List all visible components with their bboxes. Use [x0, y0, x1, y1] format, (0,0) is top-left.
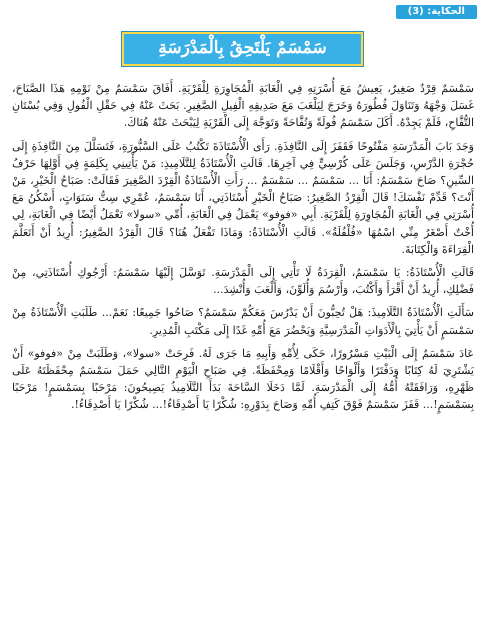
story-text [12, 80, 474, 420]
story-paragraph: عَادَ سَمْسَمٌ إِلَى الْبَيْتِ مَسْرُورًا، حَكَى لِأُمِّهِ وَأَبِيهِ مَا جَرَى لَهُ. فَرِحَتْ «سولا»، وَطَلَبَتْ مِنْ «فوفو» أَنْ يَشْتَرِيَ لَهُ كِتَابًا وَدَفْتَرًا وَأَلْوَاحًا وَأَقْلَامًا وَمِحْفَظَةً. فِي صَبَاحِ الْيَوْمِ التَّالِي حَمَلَ سَمْسَمٌ مِحْفَظَتَهُ عَلَى ظَهْرِهِ، وَرَافَقَتْهُ أُمُّهُ إِلَى الْمَدْرَسَةِ. لَمَّا دَخَلَا السَّاحَةَ بَدَأَ التَّلَامِيذُ يَصِيحُونَ: مَرْحَبًا بِسَمْسَمٍ! مَرْحَبًا بِسَمْسَمٍ!... قَفَزَ سَمْسَمٌ فَوْقَ كَتِفِ أُمِّهِ وَصَاحَ بِدَوْرِهِ: شُكْرًا يَا أَصْدِقَاءُ!... شُكْرًا يَا أَصْدِقَاءُ!. [12, 346, 474, 412]
story-paragraph: قَالَتِ الْأُسْتَاذَةُ: يَا سَمْسَمُ، الْقِرَدَةُ لَا تَأْتِي إِلَى الْمَدْرَسَةِ. تَوَسَّلَ إِلَيْهَا سَمْسَمٌ: أَرْجُوكِ أُسْتَاذَتِي، مِنْ فَضْلِكِ، أُرِيدُ أَنْ أَقْرَأَ وَأَكْتُبَ، وَأَرْسُمَ وَأُلَوِّنَ، وَأَلْعَبَ وَأُنْشِدَ... [12, 266, 474, 297]
story-paragraph: سَأَلَتِ الْأُسْتَاذَةُ التَّلَامِيذَ: هَلْ تُحِبُّونَ أَنْ يَدْرُسَ مَعَكُمْ سَمْسَمٌ؟ صَاحُوا جَمِيعًا: نَعَمْ... طَلَبَتِ الْأُسْتَاذَةُ مِنْ سَمْسَمٍ أَنْ يَأْتِيَ بِالْأَدَوَاتِ الْمَدْرَسِيَّةِ وَيَحْضُرَ مَعَ أُمِّهِ غَدًا إِلَى مَكْتَبِ الْمُدِيرِ. [12, 306, 474, 337]
story-paragraph: سَمْسَمٌ قِرْدٌ صَغِيرٌ، يَعِيشُ مَعَ أُسْرَتِهِ فِي الْغَابَةِ الْمُجَاوِرَةِ لِلْقَرْيَةِ. أَفَاقَ سَمْسَمٌ مِنْ نَوْمِهِ هَذَا الصَّبَاحَ، غَسَلَ وَجْهَهُ وَتَنَاوَلَ فُطُورَهُ وَخَرَجَ لِيَلْعَبَ مَعَ صَدِيقِهِ الْفِيلِ الصَّغِيرِ. بَحَثَ عَنْهُ فِي حَقْلِ الْفُولِ وَفِي بُسْتَانِ التُّفَّاحِ، فَلَمْ يَجِدْهُ. أَكَلَ سَمْسَمٌ فُولَةً وَتُفَّاحَةً وَتَوَجَّهَ إِلَى الْقَرْيَةِ لِيَبْحَثَ عَنْهُ هُنَاكَ. [12, 82, 474, 130]
story-number-tag: الحكاية: (3) [396, 5, 477, 19]
story-title: سَمْسَمٌ يَلْتَحِقُ بِالْمَدْرَسَةِ [122, 32, 362, 66]
story-paragraph: وَجَدَ بَابَ الْمَدْرَسَةِ مَفْتُوحًا فَقَفَزَ إِلَى النَّافِذَةِ. رَأَى الْأُسْتَاذَةَ تَكْتُبُ عَلَى السَّبُّورَةِ، فَتَسَلَّلَ مِنَ النَّافِذَةِ إِلَى حُجْرَةِ الدَّرْسِ، وَجَلَسَ عَلَى كُرْسِيٍّ فِي آخِرِهَا. قَالَتِ الْأُسْتَاذَةُ لِلتَّلَامِيذِ: مَنْ يَأْتِينِي بِكَلِمَةٍ فِي أَوَّلِهَا حَرْفُ السِّينِ؟ صَاحَ سَمْسَمٌ: أَنَا ... سَمْسَمٌ ... سَمْسَمٌ ... رَأَتِ الْأُسْتَاذَةُ الْقِرْدَ الصَّغِيرَ فَقَالَتْ: صَبَاحُ الْخَيْرِ، مَنْ أَنْتَ؟ قَدِّمْ نَفْسَكَ! قَالَ الْقِرْدُ الصَّغِيرُ: صَبَاحُ الْخَيْرِ أُسْتَاذَتِي، أَنَا سَمْسَمٌ، عُمْرِي سِتُّ سَنَوَاتٍ، أَسْكُنُ مَعَ أُسْرَتِي فِي الْغَابَةِ الْمُجَاوِرَةِ لِلْقَرْيَةِ. أَبِي «فوفو» يَعْمَلُ فِي الْغَابَةِ، أُمِّي «سولا» تَعْمَلُ أَيْضًا فِي الْغَابَةِ، لِي أُخْتٌ أَصْغَرُ مِنِّي اسْمُهَا «فُلْفُلَةُ». قَالَتِ الْأُسْتَاذَةُ: وَمَاذَا تَفْعَلُ هُنَا؟ قَالَ الْقِرْدُ الصَّغِيرُ: أُرِيدُ أَنْ أَتَعَلَّمَ الْقِرَاءَةَ وَالْكِتَابَةَ. [12, 139, 474, 256]
title-container [0, 32, 485, 66]
